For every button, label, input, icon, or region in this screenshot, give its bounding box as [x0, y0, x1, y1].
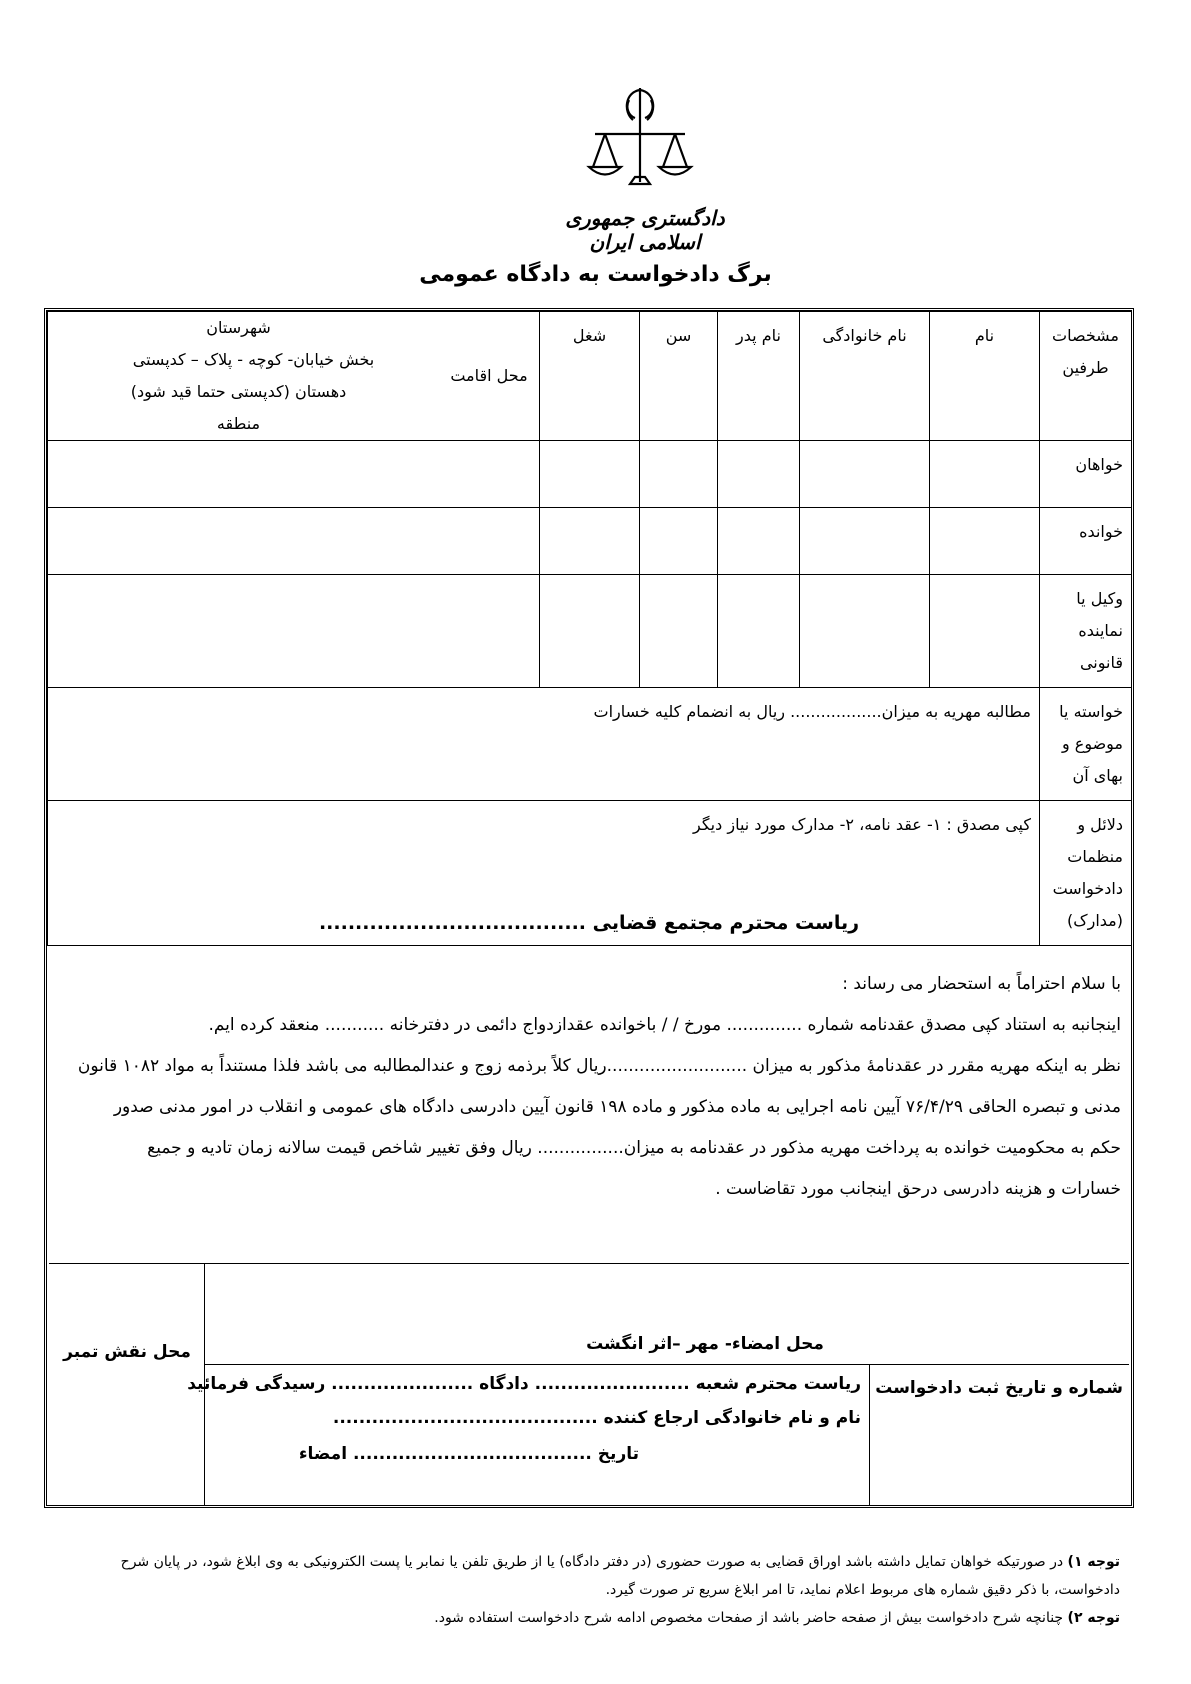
lawyer-father-cell[interactable]: [718, 575, 800, 688]
petition-title: ریاست محترم مجتمع قضایی .....................................: [318, 912, 860, 934]
residence-line4: منطقه: [216, 414, 261, 433]
col-family-name: نام خانوادگی: [800, 312, 930, 441]
col-residence: [48, 312, 540, 441]
petition-line5: خسارات و هزینه دادرسی درحق اینجانب مورد تقاضاست .: [715, 1179, 1121, 1199]
emblem-text: دادگستری جمهوری اسلامی ایران: [565, 206, 725, 254]
lawyer-residence-cell[interactable]: [48, 575, 540, 688]
defendant-age-cell[interactable]: [640, 508, 718, 575]
residence-line3: دهستان (کدپستی حتما قید شود): [130, 382, 347, 401]
referral-line1: ریاست محترم شعبه ........................ دادگاه ...................... رسیدگی فرمائید: [187, 1374, 861, 1394]
defendant-job-cell[interactable]: [540, 508, 640, 575]
evidence-label: دلائل و منظمات دادخواست (مدارک): [1040, 801, 1132, 946]
col-name: نام: [930, 312, 1040, 441]
registration-label: شماره و تاریخ ثبت دادخواست: [875, 1378, 1123, 1398]
notes-section: [80, 1548, 1120, 1632]
sign-area[interactable]: [187, 1263, 1129, 1505]
plaintiff-age-cell[interactable]: [640, 441, 718, 508]
residence-line1: شهرستان: [206, 318, 271, 337]
registration-box[interactable]: [869, 1364, 1129, 1506]
petition-section: [49, 908, 1129, 1263]
residence-label: محل اقامت: [450, 366, 528, 385]
plaintiff-family-cell[interactable]: [800, 441, 930, 508]
judiciary-emblem-icon: [585, 82, 695, 197]
note-1: [80, 1548, 1120, 1604]
referral-line3: تاریخ ..................................... امضاء: [298, 1444, 639, 1464]
lawyer-name-cell[interactable]: [930, 575, 1040, 688]
petition-line3: مدنی و تبصره الحاقی ۷۶/۴/۲۹ آیین نامه اجرایی به ماده مذکور و ماده ۱۹۸ قانون آیین دادرسی دادگاه های عمومی و انقلاب در امور مدنی صدور: [113, 1097, 1121, 1117]
parties-table: [47, 311, 1132, 946]
note1-label: توجه ۱): [1067, 1554, 1120, 1570]
col-age: سن: [640, 312, 718, 441]
note2-label: توجه ۲): [1067, 1610, 1120, 1626]
defendant-father-cell[interactable]: [718, 508, 800, 575]
defendant-name-cell[interactable]: [930, 508, 1040, 575]
row-plaintiff-label: خواهان: [1040, 441, 1132, 508]
row-defendant-label: خوانده: [1040, 508, 1132, 575]
petition-body[interactable]: [49, 964, 1129, 1210]
lawyer-age-cell[interactable]: [640, 575, 718, 688]
form-title: برگ دادخواست به دادگاه عمومی: [419, 262, 772, 287]
plaintiff-residence-cell[interactable]: [48, 441, 540, 508]
petition-greeting: با سلام احتراماً به استحضار می رساند :: [842, 974, 1121, 994]
col-job: شغل: [540, 312, 640, 441]
row-lawyer-label: وکیل یا نماینده قانونی: [1040, 575, 1132, 688]
lawyer-family-cell[interactable]: [800, 575, 930, 688]
evidence-text[interactable]: کپی مصدق : ۱- عقد نامه، ۲- مدارک مورد نیاز دیگر: [48, 801, 1040, 946]
signature-section: [49, 1263, 1129, 1505]
stamp-box: [49, 1263, 205, 1505]
petition-line2: نظر به اینکه مهریه مقرر در عقدنامهٔ مذکور به میزان ..........................ریال کلاً برذمه زوج و عندالمطالبه می باشد فلذا مستنداً به مواد ۱۰۸۲ قانون: [77, 1056, 1121, 1076]
plaintiff-job-cell[interactable]: [540, 441, 640, 508]
note-2: [80, 1604, 1120, 1632]
defendant-family-cell[interactable]: [800, 508, 930, 575]
sign-place-label: محل امضاء- مهر –اثر انگشت: [586, 1334, 824, 1354]
plaintiff-father-cell[interactable]: [718, 441, 800, 508]
referral-line2: نام و نام خانوادگی ارجاع کننده .........................................: [332, 1408, 861, 1428]
petition-line1: اینجانبه به استناد کپی مصدق عقدنامه شماره .............. مورخ / / باخوانده عقدازدواج دائمی در دفترخانه ........... منعقد کرده ایم.: [208, 1015, 1121, 1035]
col-parties: مشخصات طرفین: [1040, 312, 1132, 441]
lawyer-job-cell[interactable]: [540, 575, 640, 688]
petition-line4: حکم به محکومیت خوانده به پرداخت مهریه مذکور در عقدنامه به میزان................ ریال وفق تغییر شاخص قیمت سالانه زمان تادیه و جمیع: [147, 1138, 1121, 1158]
claim-text[interactable]: مطالبه مهریه به میزان.................. ریال به انضمام کلیه خسارات: [48, 688, 1040, 801]
plaintiff-name-cell[interactable]: [930, 441, 1040, 508]
claim-label: خواسته یا موضوع و بهای آن: [1040, 688, 1132, 801]
residence-line2: بخش خیابان- کوچه - پلاک – کدپستی: [132, 350, 375, 369]
stamp-place-label: محل نقش تمبر: [63, 1342, 191, 1362]
defendant-residence-cell[interactable]: [48, 508, 540, 575]
col-father-name: نام پدر: [718, 312, 800, 441]
note2-text: چنانچه شرح دادخواست بیش از صفحه حاضر باشد از صفحات مخصوص ادامه شرح دادخواست استفاده شود.: [434, 1610, 1064, 1626]
note1-text: در صورتیکه خواهان تمایل داشته باشد اوراق قضایی به صورت حضوری (در دفتر دادگاه) یا از طریق تلفن یا نمابر یا پست الکترونیکی به وی ابلاغ شود، در پایان شرح دادخواست، با ذکر دقیق شماره های مربوط اعلام نماید، تا امر ابلاغ سریع تر صورت گیرد.: [120, 1554, 1120, 1598]
